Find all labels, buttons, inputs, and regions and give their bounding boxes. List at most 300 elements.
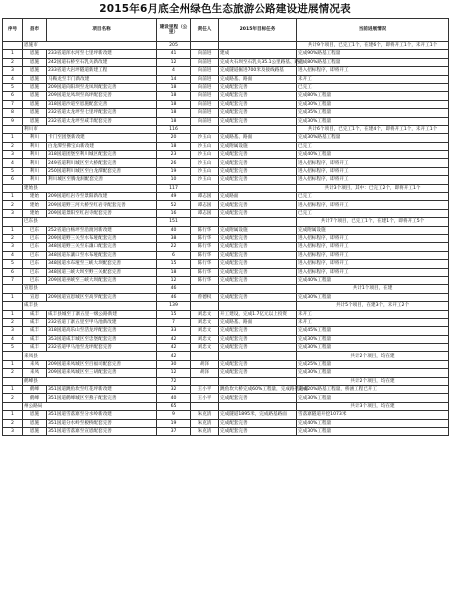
row-county: 利川 [23, 176, 47, 184]
row-target: 完成配套完善 [219, 100, 297, 108]
row-seq: 2 [3, 201, 23, 209]
section-mileage: 151 [157, 218, 191, 226]
section-owner [191, 285, 219, 293]
section-name: 建始县 [23, 184, 157, 192]
table-row [3, 134, 449, 142]
header-owner: 责任人 [191, 19, 219, 42]
row-county: 来凤 [23, 369, 47, 377]
row-county: 利川 [23, 151, 47, 159]
row-seq: 2 [3, 419, 23, 427]
row-target: 完成配套完善 [219, 209, 297, 217]
row-county: 建始 [23, 209, 47, 217]
row-mileage: 4 [157, 67, 191, 75]
table-row [3, 344, 449, 352]
row-target: 完成配套完善 [219, 92, 297, 100]
row-county: 巴东 [23, 234, 47, 242]
table-row [3, 243, 449, 251]
row-county: 咸丰 [23, 327, 47, 335]
row-mileage: 15 [157, 310, 191, 318]
row-owner: 向前进 [191, 92, 219, 100]
row-target: 完成配套完善 [219, 335, 297, 343]
section-seq [3, 218, 23, 226]
row-target: 完成配套完善 [219, 83, 297, 91]
section-owner [191, 184, 219, 192]
row-seq: 2 [3, 318, 23, 326]
row-target: 完成路基、路面 [219, 75, 297, 83]
row-seq: 4 [3, 75, 23, 83]
row-county: 咸丰 [23, 318, 47, 326]
row-target: 完成配套完善 [219, 201, 297, 209]
row-project: 卡门至团堡新改建 [47, 134, 157, 142]
row-seq: 3 [3, 209, 23, 217]
row-owner: 王小平 [191, 394, 219, 402]
table-body [3, 42, 449, 436]
row-progress: 完成90%路基工程量 [297, 50, 449, 58]
header-row [3, 19, 449, 42]
row-mileage: 40 [157, 226, 191, 234]
row-mileage: 12 [157, 58, 191, 66]
row-mileage: 18 [157, 268, 191, 276]
row-target: 完成配套完善 [219, 176, 297, 184]
section-seq [3, 402, 23, 410]
section-name: 利川市 [23, 125, 157, 133]
table-row [3, 327, 449, 335]
row-county: 建始 [23, 193, 47, 201]
row-seq: 4 [3, 251, 23, 259]
row-progress: 未开工 [297, 318, 449, 326]
row-county: 鹤峰 [23, 386, 47, 394]
section-seq [3, 285, 23, 293]
row-target: 完成配套完善 [219, 276, 297, 284]
row-progress: 完成40%工程量 [297, 151, 449, 159]
row-owner: 刘忠文 [191, 335, 219, 343]
row-owner: 王小平 [191, 386, 219, 394]
row-mileage: 38 [157, 234, 191, 242]
table-row [3, 335, 449, 343]
section-row [3, 302, 449, 310]
row-progress: 雪落寨隧道开挖1073米 [297, 411, 449, 419]
row-mileage: 49 [157, 193, 191, 201]
row-owner: 向前进 [191, 58, 219, 66]
row-target: 完成附属设施 [219, 226, 297, 234]
row-owner: 朱克清 [191, 419, 219, 427]
table-row [3, 209, 449, 217]
row-mileage: 30 [157, 360, 191, 368]
row-target: 完成配套完善 [219, 427, 297, 435]
row-progress: 进入招标程序，即将开工 [297, 268, 449, 276]
section-target [219, 184, 297, 192]
row-owner: 刘忠文 [191, 310, 219, 318]
row-target: 完成火石坝至石乳关35.1公里路基、路面 [220, 59, 304, 65]
row-seq: 4 [3, 159, 23, 167]
row-county: 巴东 [23, 260, 47, 268]
section-target [219, 125, 297, 133]
row-owner: 向前进 [191, 50, 219, 58]
row-progress: 完成30%工程量 [297, 427, 449, 435]
row-target: 完成配套完善 [219, 151, 297, 159]
row-project: 233省道大岩坪隧道新建工程 [47, 67, 157, 75]
row-mileage: 26 [157, 159, 191, 167]
section-summary: 共计9个项目，已完工1个，在建6个，即将开工1个，未开工1个 [297, 42, 449, 50]
table-row [3, 386, 449, 394]
header-target: 2015年目标任务 [219, 19, 297, 42]
section-row [3, 184, 449, 192]
row-progress: 完成80%工程量 [297, 92, 449, 100]
row-county: 利川 [23, 159, 47, 167]
table-row [3, 276, 449, 284]
row-project: 咸丰县城至丁寨五里一级公路新建 [47, 310, 157, 318]
row-seq: 7 [3, 276, 23, 284]
row-seq: 5 [3, 83, 23, 91]
row-target: 完成配套完善 [219, 268, 297, 276]
row-county: 巴东 [23, 243, 47, 251]
section-summary: 共计3个项目，其中：已完工2个，即将开工1个 [297, 184, 449, 192]
row-project: 233省道浑水河至七里坪新改建 [47, 50, 157, 58]
row-progress: 完成45%工程量 [297, 327, 449, 335]
row-mileage: 14 [157, 75, 191, 83]
row-target: 完成配套完善 [219, 109, 297, 117]
row-seq: 9 [3, 117, 23, 125]
row-progress: 进入招标程序，即将开工 [297, 67, 449, 75]
section-target [219, 285, 297, 293]
row-project: 242国道石桥至石乳关新改建 [47, 58, 157, 66]
row-owner: 陈行华 [191, 234, 219, 242]
table-row [3, 142, 449, 150]
row-seq: 3 [3, 151, 23, 159]
row-mileage: 12 [157, 369, 191, 377]
table-row [3, 67, 449, 75]
row-target: 完成配套完善 [219, 167, 297, 175]
row-county: 利川 [23, 134, 47, 142]
row-project: 209国道来凤城区至百福司配套完善 [47, 360, 157, 368]
row-seq: 1 [3, 50, 23, 58]
row-project: 232省道甲马池至龙坪配套完善 [47, 344, 157, 352]
table-row [3, 201, 449, 209]
row-progress: 完成30%工程量 [297, 100, 449, 108]
row-progress: 完成20%路基工程量，桥涵工程已开工 [297, 386, 449, 394]
section-mileage: 46 [157, 285, 191, 293]
section-summary: 共计1个项目，在建 [297, 285, 449, 293]
row-owner: 朱克清 [191, 427, 219, 435]
section-name: 咸丰县 [23, 302, 157, 310]
section-owner [191, 218, 219, 226]
row-mileage: 12 [157, 276, 191, 284]
table-row [3, 411, 449, 419]
row-target: 完成路基、路面 [219, 134, 297, 142]
row-mileage: 18 [157, 109, 191, 117]
row-mileage: 18 [157, 83, 191, 91]
page-title: 2015年6月底全州绿色生态旅游公路建设进展情况表 [99, 3, 351, 15]
row-progress: 进入招标程序，即将开工 [297, 159, 449, 167]
table-row [3, 167, 449, 175]
table-row [3, 251, 449, 259]
row-mileage: 40 [157, 394, 191, 402]
section-name: 巴东县 [23, 218, 157, 226]
section-owner [191, 125, 219, 133]
row-seq: 2 [3, 58, 23, 66]
row-mileage: 18 [157, 100, 191, 108]
row-seq: 2 [3, 234, 23, 242]
row-county: 利川 [23, 142, 47, 150]
section-row [3, 285, 449, 293]
row-mileage: 42 [157, 344, 191, 352]
row-project: 318国道沙道至恩施配套完善 [47, 100, 157, 108]
row-seq: 8 [3, 109, 23, 117]
row-seq: 3 [3, 67, 23, 75]
row-county: 咸丰 [23, 310, 47, 318]
row-progress: 完成80%路基工程量 [297, 58, 449, 66]
section-target [219, 302, 297, 310]
table-row [3, 369, 449, 377]
row-seq: 1 [3, 193, 23, 201]
row-project: 351国道雪落寨至宣恩配套完善 [47, 427, 157, 435]
row-project: 351国道鹤峰城区至燕子配套完善 [47, 394, 157, 402]
section-owner [191, 352, 219, 360]
section-owner [191, 377, 219, 385]
row-project: 249省道利川城区至大桥配套完善 [47, 159, 157, 167]
row-project: 318国道高乐山至活龙坪配套完善 [47, 327, 157, 335]
row-target: 完成配套完善 [219, 293, 297, 301]
row-owner: 沙玉山 [191, 134, 219, 142]
row-seq: 1 [3, 310, 23, 318]
section-summary: 共计2个项目，均在建 [297, 352, 449, 360]
row-progress: 完成25%工程量 [297, 360, 449, 368]
section-row [3, 402, 449, 410]
row-target: 跳鱼坎大桥完成60%工程量，完成路基路面 [220, 387, 309, 393]
table-row [3, 419, 449, 427]
table-row [3, 92, 449, 100]
table-row [3, 159, 449, 167]
row-target: 完成路基、路面 [219, 318, 297, 326]
row-progress: 进入招标程序，即将开工 [297, 176, 449, 184]
row-mileage: 46 [157, 293, 191, 301]
row-target: 完成配套完善 [219, 327, 297, 335]
row-owner: 曾德权 [191, 293, 219, 301]
section-owner [191, 302, 219, 310]
row-target: 完成隧道1895米，完成路基路面 [219, 411, 297, 419]
row-owner: 谭志国 [191, 201, 219, 209]
table-row [3, 234, 449, 242]
table-row [3, 394, 449, 402]
row-project: 209国道景阳至红岩寺配套完善 [47, 209, 157, 217]
row-owner: 陈行华 [191, 251, 219, 259]
row-project: 348国道三峡大坝至野三关配套完善 [47, 268, 157, 276]
section-target [219, 402, 297, 410]
row-mileage: 19 [157, 419, 191, 427]
section-row [3, 42, 449, 50]
header-project: 项目名称 [47, 19, 157, 42]
row-mileage: 18 [157, 92, 191, 100]
section-mileage: 205 [157, 42, 191, 50]
row-target: 完成隧道掘进700米及接线路基 [219, 67, 297, 75]
row-project: 232省道丁寨五里至甲马池新改建 [47, 318, 157, 326]
row-mileage: 16 [157, 209, 191, 217]
row-mileage: 10 [157, 176, 191, 184]
row-progress: 完成附属设施 [297, 226, 449, 234]
row-target: 建成 [219, 50, 297, 58]
section-name: 来凤县 [23, 352, 157, 360]
row-project: 252省道白杨坪至沿渡河新改建 [47, 226, 157, 234]
header-seq: 序号 [3, 19, 23, 42]
row-owner: 刘忠文 [191, 344, 219, 352]
row-county: 恩施 [23, 100, 47, 108]
section-seq [3, 377, 23, 385]
row-county: 巴东 [23, 276, 47, 284]
section-summary: 共计5个项目，在建3个，未开工2个 [297, 302, 449, 310]
section-mileage: 72 [157, 377, 191, 385]
row-county: 恩施 [23, 109, 47, 117]
row-mileage: 15 [157, 260, 191, 268]
row-county: 恩施 [23, 50, 47, 58]
row-seq: 6 [3, 92, 23, 100]
row-progress: 完成30%工程量 [297, 394, 449, 402]
section-name: 宣恩县 [23, 285, 157, 293]
row-project: 348国道野三关至东瀼口配套完善 [47, 243, 157, 251]
row-target: 完成配套完善 [219, 369, 297, 377]
row-target: 完成配套完善 [219, 243, 297, 251]
row-progress: 进入招标程序，即将开工 [297, 201, 449, 209]
row-owner: 朱克清 [191, 411, 219, 419]
table-row [3, 310, 449, 318]
row-county: 恩施 [23, 92, 47, 100]
row-target: 完成配套完善 [219, 234, 297, 242]
row-seq: 6 [3, 268, 23, 276]
section-summary: 共计2个项目，均在建 [297, 377, 449, 385]
header-mileage: 建设里程（公里） [157, 19, 191, 42]
row-project: 白龙潭至佛宝山新改建 [47, 142, 157, 150]
row-mileage: 41 [157, 50, 191, 58]
table-row [3, 427, 449, 435]
row-owner: 胡泽 [191, 360, 219, 368]
section-mileage: 65 [157, 402, 191, 410]
row-mileage: 20 [157, 134, 191, 142]
section-seq [3, 184, 23, 192]
row-seq: 2 [3, 369, 23, 377]
row-owner: 沙玉山 [191, 142, 219, 150]
row-progress: 完成35%工程量 [297, 109, 449, 117]
row-owner: 向前进 [191, 75, 219, 83]
section-owner [191, 42, 219, 50]
row-county: 巴东 [23, 226, 47, 234]
row-seq: 5 [3, 167, 23, 175]
row-project: 353国道咸丰城区至忠堡配套完善 [47, 335, 157, 343]
row-project: 209国道野三河大桥至红岩寺配套完善 [47, 201, 157, 209]
row-county: 来凤 [23, 360, 47, 368]
row-county: 恩施 [23, 83, 47, 91]
section-name: 鹤峰县 [23, 377, 157, 385]
row-target: 完成配套完善 [219, 159, 297, 167]
table-row [3, 193, 449, 201]
row-county: 恩施 [23, 75, 47, 83]
row-project: 马鞍龙至丰门新改建 [47, 75, 157, 83]
row-target: 开工建设，完成1.7亿元以上投资 [219, 310, 297, 318]
row-project: 351国道雪落寨至分水岭新改建 [47, 411, 157, 419]
section-target [219, 352, 297, 360]
row-target: 完成配套完善 [219, 394, 297, 402]
row-seq: 3 [3, 243, 23, 251]
row-mileage: 52 [157, 201, 191, 209]
section-owner [191, 402, 219, 410]
table-row [3, 176, 449, 184]
row-seq: 1 [3, 134, 23, 142]
row-seq: 1 [3, 226, 23, 234]
section-target [219, 218, 297, 226]
row-target: 完成配套完善 [219, 260, 297, 268]
row-mileage: 19 [157, 167, 191, 175]
row-county: 恩施 [23, 67, 47, 75]
section-name: 州公路局 [23, 402, 157, 410]
table-row [3, 75, 449, 83]
row-target: 完成附属设施 [219, 142, 297, 150]
row-county: 恩施 [23, 58, 47, 66]
row-county: 利川 [23, 167, 47, 175]
row-progress: 未开工 [297, 75, 449, 83]
table-row [3, 117, 449, 125]
section-summary: 共计3个项目，均在建 [297, 402, 449, 410]
row-progress: 未开工 [297, 310, 449, 318]
row-owner: 沙玉山 [191, 167, 219, 175]
row-progress: 进入招标程序，即将开工 [297, 234, 449, 242]
row-mileage: 6 [157, 251, 191, 259]
row-county: 建始 [23, 201, 47, 209]
row-project: 250国道利川城区至白龙潭配套完善 [47, 167, 157, 175]
table-row [3, 83, 449, 91]
table-row [3, 100, 449, 108]
row-owner: 沙玉山 [191, 176, 219, 184]
row-progress: 进入招标程序，即将开工 [297, 260, 449, 268]
table-row [3, 58, 449, 66]
row-mileage: 23 [157, 151, 191, 159]
row-owner: 刘忠文 [191, 318, 219, 326]
row-mileage: 7 [157, 318, 191, 326]
row-seq: 5 [3, 260, 23, 268]
section-mileage: 42 [157, 352, 191, 360]
row-seq: 4 [3, 335, 23, 343]
section-name: 恩施市 [23, 42, 157, 50]
row-owner: 刘忠文 [191, 327, 219, 335]
row-seq: 1 [3, 386, 23, 394]
row-progress: 已完工 [297, 193, 449, 201]
row-progress: 进入招标程序，即将开工 [297, 167, 449, 175]
row-county: 鹤峰 [23, 394, 47, 402]
section-summary: 共计7个项目，已完工1个，在建1个，即将开工5个 [297, 218, 449, 226]
row-progress: 进入招标程序，即将开工 [297, 243, 449, 251]
row-owner: 向前进 [191, 100, 219, 108]
row-owner: 谭志国 [191, 193, 219, 201]
row-seq: 1 [3, 411, 23, 419]
row-seq: 2 [3, 394, 23, 402]
progress-table [2, 18, 449, 436]
row-owner: 沙玉山 [191, 151, 219, 159]
row-county: 恩施 [23, 411, 47, 419]
table-row [3, 293, 449, 301]
row-seq: 3 [3, 427, 23, 435]
row-project: 209国道宣恩城区至高罗配套完善 [47, 293, 157, 301]
row-county: 巴东 [23, 251, 47, 259]
row-mileage: 32 [157, 386, 191, 394]
row-seq: 1 [3, 293, 23, 301]
row-owner: 陈行华 [191, 226, 219, 234]
row-owner: 向前进 [191, 109, 219, 117]
row-seq: 7 [3, 100, 23, 108]
row-progress: 进入招标程序，即将开工 [297, 251, 449, 259]
row-mileage: 37 [157, 427, 191, 435]
section-row [3, 218, 449, 226]
row-county: 咸丰 [23, 335, 47, 343]
table-row [3, 268, 449, 276]
row-project: 351国道分水岭至板桥配套完善 [47, 419, 157, 427]
row-county: 咸丰 [23, 344, 47, 352]
